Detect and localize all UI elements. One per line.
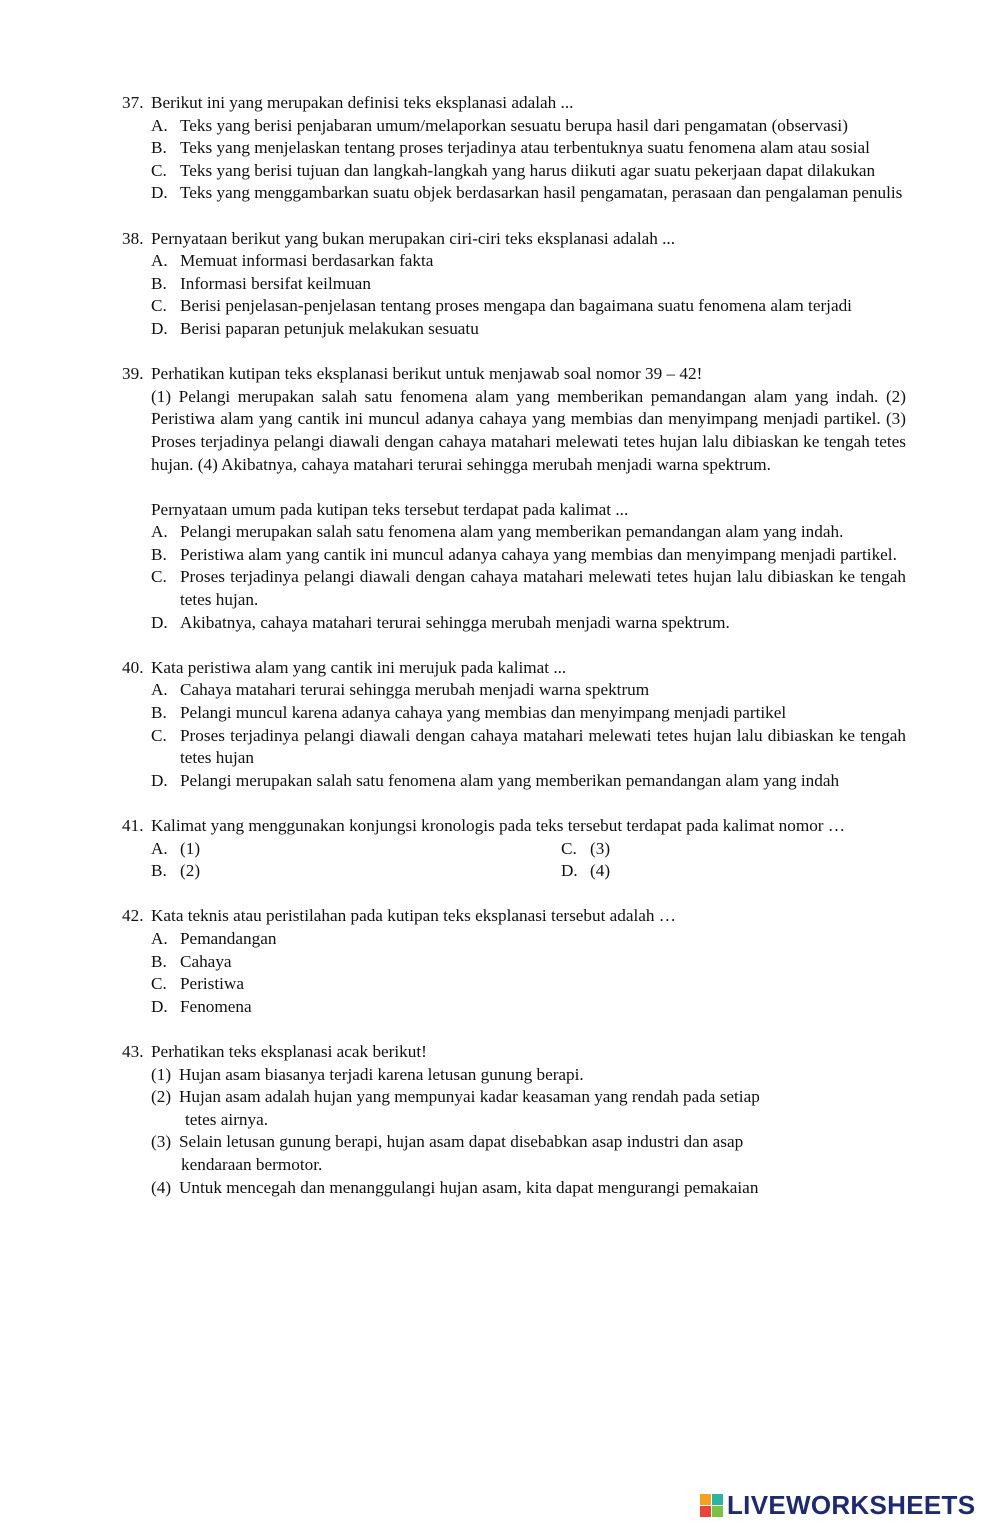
- option-b: [151, 951, 906, 974]
- option-text: Akibatnya, cahaya matahari terurai sehingga merubah menjadi warna spektrum.: [180, 612, 730, 632]
- option-text: Pelangi merupakan salah satu fenomena alam yang memberikan pemandangan alam yang indah: [180, 770, 840, 790]
- option-text: (3): [590, 838, 611, 858]
- option-d: [151, 182, 906, 205]
- option-a: [151, 115, 906, 138]
- option-letter: D.: [151, 318, 168, 338]
- question-text: Pernyataan berikut yang bukan merupakan ciri-ciri teks eksplanasi adalah ...: [151, 228, 676, 248]
- option-letter: A.: [151, 251, 168, 271]
- option-text: Proses terjadinya pelangi diawali dengan cahaya matahari melewati tetes hujan lalu dibiaskan ke tengah tetes hujan: [180, 725, 906, 768]
- item-line: kendaraan bermotor.: [181, 1154, 323, 1174]
- option-a: [151, 838, 561, 861]
- option-text: Informasi bersifat keilmuan: [180, 273, 371, 293]
- list-item: [151, 1086, 906, 1131]
- reading-passage: (1) Pelangi merupakan salah satu fenomena alam yang memberikan pemandangan alam yang indah. (2) Peristiwa alam yang cantik ini muncul adanya cahaya yang membias dan menyimpang menjadi partikel. (3) Proses terjadinya pelangi diawali dengan cahaya matahari melewati tetes hujan lalu dibiaskan ke tengah tetes hujan. (4) Akibatnya, cahaya matahari terurai sehingga merubah menjadi warna spektrum.: [151, 386, 906, 474]
- question-text: Kata peristiwa alam yang cantik ini merujuk pada kalimat ...: [151, 657, 567, 677]
- option-text: (1): [180, 838, 201, 858]
- option-text: Proses terjadinya pelangi diawali dengan cahaya matahari melewati tetes hujan lalu dibiaskan ke tengah tetes hujan.: [180, 567, 906, 610]
- question-38: [122, 228, 906, 341]
- option-letter: B.: [151, 544, 167, 564]
- worksheet-page: [122, 92, 906, 1222]
- option-letter: B.: [151, 273, 167, 293]
- option-letter: C.: [151, 974, 167, 994]
- question-text: Kalimat yang menggunakan konjungsi kronologis pada teks tersebut terdapat pada kalimat nomor …: [151, 816, 846, 835]
- option-text: Peristiwa: [180, 974, 244, 994]
- list-item: [151, 1177, 906, 1200]
- option-c: [151, 160, 906, 183]
- option-d: [151, 996, 906, 1019]
- logo-square-3: [700, 1506, 711, 1517]
- option-text: Teks yang berisi penjabaran umum/melaporkan sesuatu berupa hasil dari pengamatan (observasi): [180, 115, 848, 135]
- option-b: [151, 860, 561, 883]
- option-letter: D.: [151, 612, 168, 632]
- list-item: [151, 1131, 906, 1176]
- list-item: [151, 1064, 906, 1087]
- option-letter: D.: [561, 861, 578, 881]
- option-b: [151, 702, 906, 725]
- option-letter: C.: [151, 567, 167, 587]
- option-d: [151, 318, 906, 341]
- option-letter: C.: [151, 160, 167, 180]
- logo-square-2: [712, 1494, 723, 1505]
- item-line: Hujan asam biasanya terjadi karena letusan gunung berapi.: [179, 1064, 584, 1084]
- question-prompt: Pernyataan umum pada kutipan teks tersebut terdapat pada kalimat ...: [151, 499, 629, 519]
- question-number: 38.: [122, 228, 144, 248]
- option-text: Memuat informasi berdasarkan fakta: [180, 251, 434, 271]
- question-number: 37.: [122, 93, 144, 112]
- option-a: [151, 928, 906, 951]
- question-text: Perhatikan teks eksplanasi acak berikut!: [151, 1041, 427, 1061]
- logo-square-1: [700, 1494, 711, 1505]
- option-letter: D.: [151, 770, 168, 790]
- item-number: (4): [151, 1177, 172, 1197]
- option-text: Cahaya matahari terurai sehingga merubah menjadi warna spektrum: [180, 680, 650, 700]
- question-text: Kata teknis atau peristilahan pada kutipan teks eksplanasi tersebut adalah …: [151, 906, 676, 926]
- logo-square-4: [712, 1506, 723, 1517]
- option-text: Pemandangan: [180, 928, 277, 948]
- option-a: [151, 250, 906, 273]
- option-letter: B.: [151, 951, 167, 971]
- option-c: [151, 725, 906, 770]
- question-40: [122, 657, 906, 793]
- option-text: Teks yang menggambarkan suatu objek berdasarkan hasil pengamatan, perasaan dan pengalaman penulis: [180, 183, 903, 203]
- item-number: (2): [151, 1087, 172, 1107]
- question-number: 39.: [122, 364, 144, 384]
- option-letter: B.: [151, 138, 167, 158]
- option-d: [561, 860, 906, 883]
- option-c: [151, 566, 906, 611]
- item-line: Hujan asam adalah hujan yang mempunyai kadar keasaman yang rendah pada setiap: [179, 1087, 760, 1107]
- option-a: [151, 521, 906, 544]
- option-d: [151, 770, 906, 793]
- question-37: [122, 92, 906, 205]
- option-b: [151, 273, 906, 296]
- option-letter: D.: [151, 996, 168, 1016]
- question-41: [122, 815, 906, 883]
- question-number: 41.: [122, 816, 144, 835]
- item-number: (3): [151, 1132, 172, 1152]
- question-42: [122, 905, 906, 1018]
- option-c: [561, 838, 906, 861]
- option-letter: B.: [151, 861, 167, 881]
- option-letter: C.: [151, 296, 167, 316]
- option-letter: A.: [151, 680, 168, 700]
- option-c: [151, 973, 906, 996]
- item-line: tetes airnya.: [185, 1109, 269, 1129]
- logo-text: LIVEWORKSHEETS: [727, 1489, 976, 1520]
- option-d: [151, 612, 906, 635]
- option-b: [151, 137, 906, 160]
- question-39: [122, 363, 906, 634]
- option-letter: B.: [151, 703, 167, 723]
- item-line: Selain letusan gunung berapi, hujan asam dapat disebabkan asap industri dan asap: [179, 1132, 744, 1152]
- question-number: 40.: [122, 657, 144, 677]
- question-text: Perhatikan kutipan teks eksplanasi berikut untuk menjawab soal nomor 39 – 42!: [151, 364, 703, 384]
- option-letter: A.: [151, 115, 168, 135]
- option-c: [151, 295, 906, 318]
- option-letter: D.: [151, 183, 168, 203]
- option-text: (4): [590, 861, 611, 881]
- option-letter: C.: [151, 725, 167, 745]
- option-letter: A.: [151, 838, 168, 858]
- option-text: Pelangi merupakan salah satu fenomena alam yang memberikan pemandangan alam yang indah.: [180, 522, 844, 542]
- option-text: Teks yang berisi tujuan dan langkah-langkah yang harus diikuti agar suatu pekerjaan dapat dilakukan: [180, 160, 876, 180]
- item-number: (1): [151, 1064, 172, 1084]
- option-text: Peristiwa alam yang cantik ini muncul adanya cahaya yang membias dan menyimpang menjadi partikel.: [180, 544, 897, 564]
- option-text: Teks yang menjelaskan tentang proses terjadinya atau terbentuknya suatu fenomena alam atau sosial: [180, 138, 870, 158]
- question-number: 42.: [122, 906, 144, 926]
- option-text: Pelangi muncul karena adanya cahaya yang membias dan menyimpang menjadi partikel: [180, 703, 787, 723]
- option-letter: A.: [151, 522, 168, 542]
- option-text: Cahaya: [180, 951, 232, 971]
- option-text: Berisi penjelasan-penjelasan tentang proses mengapa dan bagaimana suatu fenomena alam terjadi: [180, 296, 852, 316]
- question-43: [122, 1041, 906, 1199]
- question-text: Berikut ini yang merupakan definisi teks eksplanasi adalah ...: [151, 93, 574, 112]
- option-text: Fenomena: [180, 996, 252, 1016]
- option-letter: A.: [151, 928, 168, 948]
- option-text: (2): [180, 861, 201, 881]
- item-line: Untuk mencegah dan menanggulangi hujan asam, kita dapat mengurangi pemakaian: [179, 1177, 759, 1197]
- logo-icon: [700, 1494, 723, 1517]
- option-text: Berisi paparan petunjuk melakukan sesuatu: [180, 318, 479, 338]
- option-grid: [151, 838, 906, 883]
- option-a: [151, 679, 906, 702]
- question-number: 43.: [122, 1041, 144, 1061]
- option-b: [151, 544, 906, 567]
- option-letter: C.: [561, 838, 577, 858]
- liveworksheets-logo[interactable]: [700, 1490, 975, 1520]
